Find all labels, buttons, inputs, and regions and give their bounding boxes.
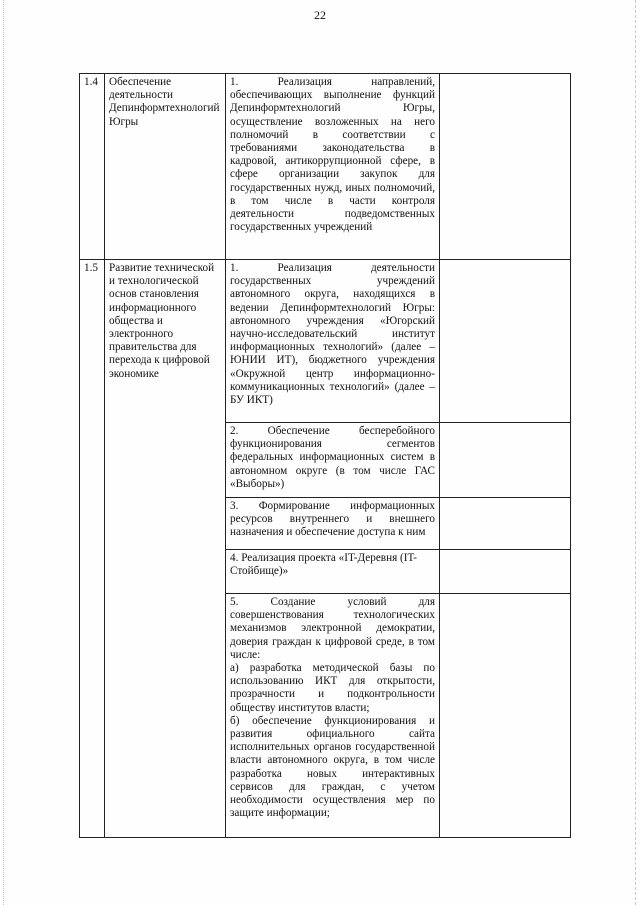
task-name: Развитие технической и технологической основ становления информационного общества и электронного правительства для перехода к цифровой экономике — [105, 260, 226, 838]
measure-text: 4. Реализация проекта «IT-Деревня (IT-Стойбище)» — [226, 550, 440, 594]
empty-cell — [440, 594, 571, 838]
empty-cell — [440, 498, 571, 550]
measure-text: 3. Формирование информационных ресурсов внутреннего и внешнего назначения и обеспечение доступа к ним — [226, 498, 440, 550]
measure-subitem: а) разработка методической базы по использованию ИКТ для открытости, прозрачности и подконтрольности обществу институтов власти; — [230, 662, 435, 714]
measure-text: 1. Реализация направлений, обеспечивающих выполнение функций Депинформтехнологий Югры, осуществление возложенных на него полномочий в соответствии с требованиями законодательства в кадровой, антикоррупционной сфере, в сфере организации закупок для государственных нужд, иных полномочий, в том числе в части контроля деятельности подведомственных государственных учреждений — [226, 74, 440, 260]
task-name: Обеспечение деятельности Депинформтехнологий Югры — [105, 74, 226, 260]
measure-subitem: б) обеспечение функционирования и развития официального сайта исполнительных органов государственной власти автономного округа, в том числе разработка новых интерактивных сервисов для граждан, с учетом необходимости осуществления мер по защите информации; — [230, 714, 435, 820]
empty-cell — [440, 550, 571, 594]
scan-left-edge — [3, 0, 4, 905]
empty-cell — [440, 260, 571, 423]
measure-text: 2. Обеспечение бесперебойного функционирования сегментов федеральных информационных систем в автономном округе (в том числе ГАС «Выборы») — [226, 423, 440, 498]
table-row-1-4 — [80, 74, 571, 260]
page-number: 22 — [314, 8, 326, 22]
row-number: 1.5 — [80, 260, 105, 838]
empty-cell — [440, 74, 571, 260]
scan-right-edge — [635, 0, 636, 905]
table-row-1-5 — [80, 260, 571, 423]
measure-text: 1. Реализация деятельности государственных учреждений автономного округа, находящихся в ведении Депинформтехнологий Югры: автономного учреждения «Югорский научно-исследовательский институт информационных технологий» (далее – ЮНИИ ИТ), бюджетного учреждения «Окружной центр информационно-коммуникационных технологий» (далее – БУ ИКТ) — [226, 260, 440, 423]
measure-text: 5. Создание условий для совершенствования технологических механизмов электронной демократии, доверия граждан к цифровой среде, в том числе: — [230, 596, 435, 661]
program-table — [79, 73, 571, 838]
measure-cell — [226, 594, 440, 838]
row-number: 1.4 — [80, 74, 105, 260]
empty-cell — [440, 423, 571, 498]
